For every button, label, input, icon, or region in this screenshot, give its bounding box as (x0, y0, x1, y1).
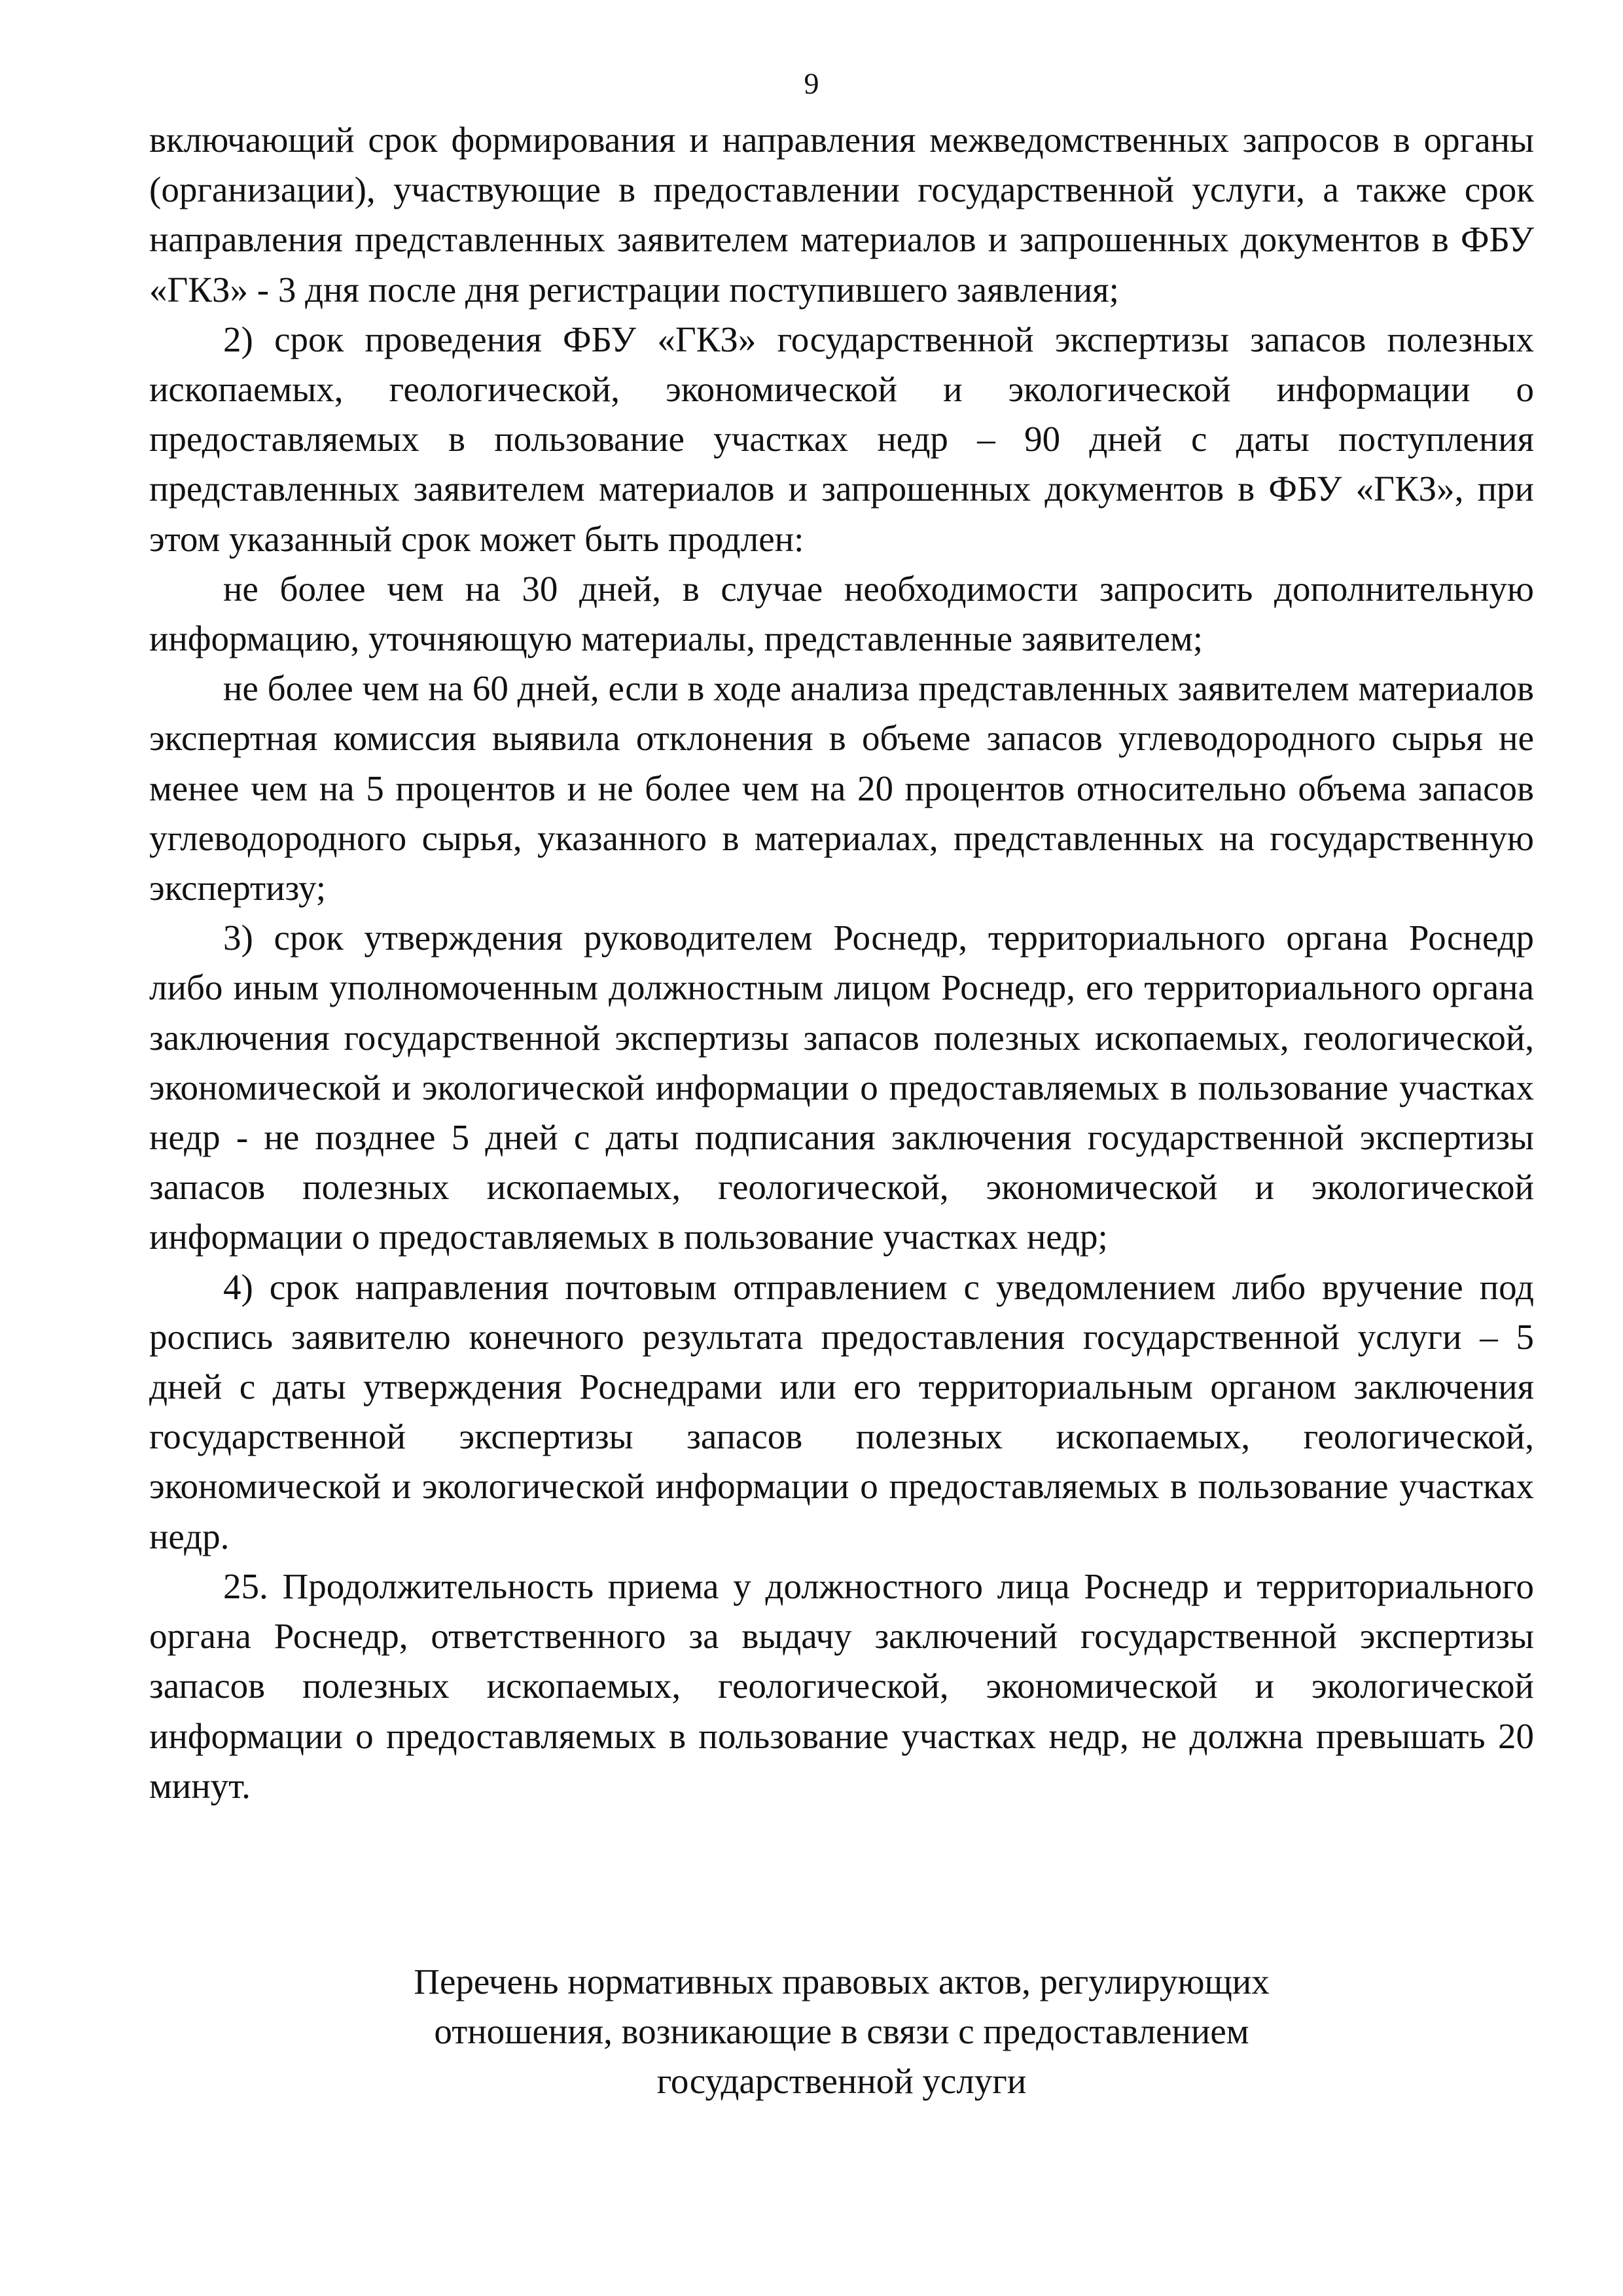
paragraph-item-4: 4) срок направления почтовым отправлением с уведомлением либо вручение под роспись заявителю конечного результата предоставления государственной услуги – 5 дней с даты утверждения Роснедрами или его территориальным органом заключения государственной экспертизы запасов полезных ископаемых, геологической, экономической и экологической информации о предоставляемых в пользование участках недр. (149, 1266, 1534, 1556)
paragraph-item-3: 3) срок утверждения руководителем Роснедр, территориального органа Роснедр либо иным уполномоченным должностным лицом Роснедр, его территориального органа заключения государственной экспертизы запасов полезных ископаемых, геологической, экономической и экологической информации о предоставляемых в пользование участках недр - не позднее 5 дней с даты подписания заключения государственной экспертизы запасов полезных ископаемых, геологической, экономической и экологической информации о предоставляемых в пользование участках недр; (149, 918, 1534, 1257)
paragraph-continuation: включающий срок формирования и направления межведомственных запросов в органы (организации), участвующие в предоставлении государственной услуги, а также срок направления представленных заявителем материалов и запрошенных документов в ФБУ «ГКЗ» - 3 дня после дня регистрации поступившего заявления; (149, 120, 1534, 310)
paragraph-extension-60-days: не более чем на 60 дней, если в ходе анализа представленных заявителем материалов экспертная комиссия выявила отклонения в объеме запасов углеводородного сырья не менее чем на 5 процентов и не более чем на 20 процентов относительно объема запасов углеводородного сырья, указанного в материалах, представленных на государственную экспертизу; (149, 668, 1534, 908)
section-title-line: отношения, возникающие в связи с предоставлением (434, 2011, 1249, 2051)
page-number: 9 (804, 67, 819, 100)
section-title (149, 1957, 1534, 2106)
paragraph-25: 25. Продолжительность приема у должностного лица Роснедр и территориального органа Роснедр, ответственного за выдачу заключений государственной экспертизы запасов полезных ископаемых, геологической, экономической и экологической информации о предоставляемых в пользование участках недр, не должна превышать 20 минут. (149, 1566, 1534, 1806)
body-text (149, 115, 1534, 1811)
section-title-line: Перечень нормативных правовых актов, регулирующих (414, 1962, 1270, 2001)
section-title-line: государственной услуги (656, 2061, 1027, 2101)
paragraph-extension-30-days: не более чем на 30 дней, в случае необходимости запросить дополнительную информацию, уточняющую материалы, представленные заявителем; (149, 568, 1534, 659)
paragraph-item-2: 2) срок проведения ФБУ «ГКЗ» государственной экспертизы запасов полезных ископаемых, геологической, экономической и экологической информации о предоставляемых в пользование участках недр – 90 дней с даты поступления представленных заявителем материалов и запрошенных документов в ФБУ «ГКЗ», при этом указанный срок может быть продлен: (149, 319, 1534, 559)
